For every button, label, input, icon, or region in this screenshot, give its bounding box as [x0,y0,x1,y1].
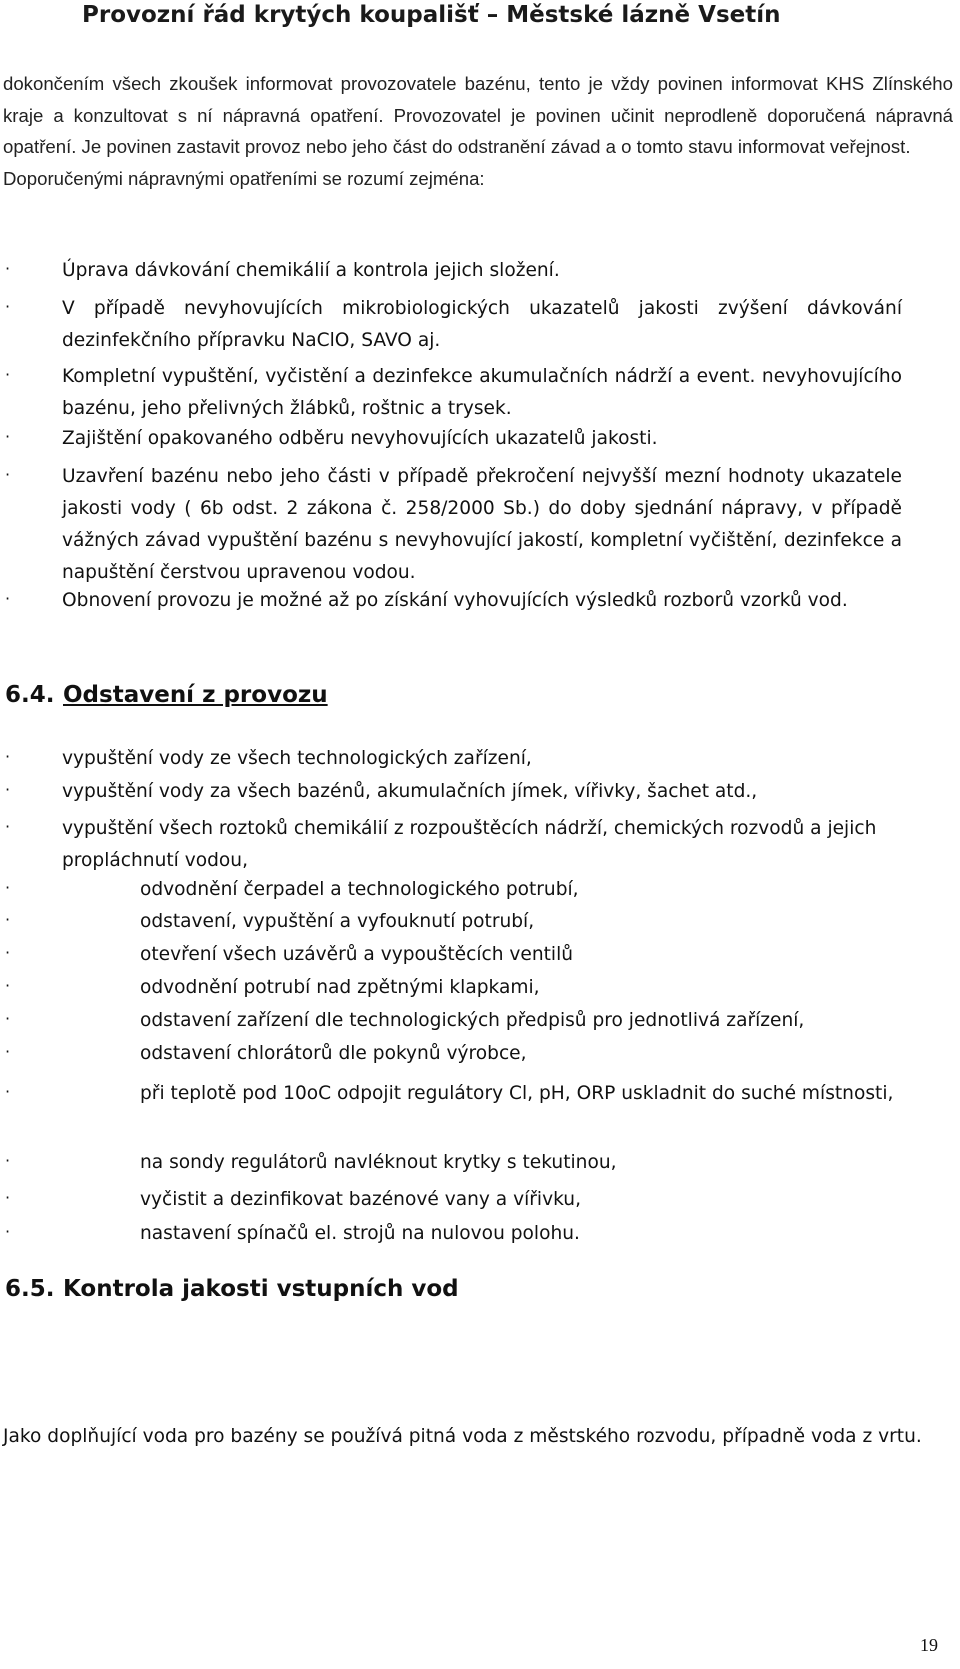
section-heading-6-4 [5,682,328,708]
bullet-dot: · [5,943,11,962]
bullet-dot: · [5,780,11,799]
bullet-dot: · [5,259,11,278]
sub-list-item-text: odstavení zařízení dle technologických předpisů pro jednotlivá zařízení, [140,1010,805,1031]
list-item-text: vypuštění vody za všech bazénů, akumulačních jímek, vířivky, šachet atd., [62,781,758,802]
sub-list-item-text: při teplotě pod 10oC odpojit regulátory Cl, pH, ORP uskladnit do suché místnosti, [140,1083,894,1104]
page-number: 19 [920,1635,938,1655]
sub-list-item-text: na sondy regulátorů navléknout krytky s tekutinou, [140,1152,617,1173]
bullet-dot: · [5,1151,11,1170]
section-number: 6.5. [5,1276,55,1302]
list-item-text: V případě nevyhovujících mikrobiologických ukazatelů jakosti zvýšení dávkování dezinfekčního přípravku NaClO, SAVO aj. [62,298,902,351]
list-item-text: Úprava dávkování chemikálií a kontrola jejich složení. [62,260,560,281]
bullet-dot: · [5,297,11,316]
sub-list-item-text: odstavení, vypuštění a vyfouknutí potrubí, [140,911,535,932]
list-item-text: Zajištění opakovaného odběru nevyhovujících ukazatelů jakosti. [62,428,658,449]
bullet-dot: · [5,1009,11,1028]
bullet-dot: · [5,976,11,995]
section-number: 6.4. [5,682,55,708]
bullet-dot: · [5,427,11,446]
bullet-dot: · [5,910,11,929]
bullet-dot: · [5,1042,11,1061]
list-item-text: vypuštění všech roztoků chemikálií z rozpouštěcích nádrží, chemických rozvodů a jejich propláchnutí vodou, [62,818,877,871]
bullet-dot: · [5,1188,11,1207]
bullet-dot: · [5,589,11,608]
list-item-text: Uzavření bazénu nebo jeho části v případě překročení nejvyšší mezní hodnoty ukazatele jakosti vody ( 6b odst. 2 zákona č. 258/2000 Sb.) do doby sjednání nápravy, v případě vážných závad vypuštění bazénu s nevyhovující jakostí, kompletní vyčištění, dezinfekce a napuštění čerstvou upravenou vodou. [62,466,902,583]
bullet-dot: · [5,1082,11,1101]
intro-text: dokončením všech zkoušek informovat provozovatele bazénu, tento je vždy povinen informovat KHS Zlínského kraje a konzultovat s ní nápravná opatření. Provozovatel je povinen učinit neprodleně doporučená nápravná opatření. Je povinen zastavit provoz nebo jeho část do odstranění závad a o tomto stavu informovat veřejnost. [3,73,953,157]
list-item-text: vypuštění vody ze všech technologických zařízení, [62,748,532,769]
bullet-dot: · [5,878,11,897]
intro-paragraph [3,68,953,194]
section-paragraph: Jako doplňující voda pro bazény se používá pitná voda z městského rozvodu, případně voda z vrtu. [3,1426,922,1447]
bullet-dot: · [5,817,11,836]
section-title: Kontrola jakosti vstupních vod [63,1276,459,1302]
sub-list-item-text: otevření všech uzávěrů a vypouštěcích ventilů [140,944,574,965]
sub-list-item-text: odvodnění čerpadel a technologického potrubí, [140,879,579,900]
bullet-dot: · [5,747,11,766]
bullet-dot: · [5,465,11,484]
bullet-dot: · [5,1222,11,1241]
bullet-dot: · [5,365,11,384]
sub-list-item-text: odstavení chlorátorů dle pokynů výrobce, [140,1043,527,1064]
intro-lead: Doporučenými nápravnými opatřeními se rozumí zejména: [3,167,485,189]
sub-list-item-text: nastavení spínačů el. strojů na nulovou polohu. [140,1223,580,1244]
document-header: Provozní řád krytých koupališť – Městské lázně Vsetín [82,2,781,28]
sub-list-item-text: odvodnění potrubí nad zpětnými klapkami, [140,977,540,998]
list-item-text: Obnovení provozu je možné až po získání vyhovujících výsledků rozborů vzorků vod. [62,590,848,611]
section-heading-6-5 [5,1276,459,1302]
section-title: Odstavení z provozu [63,682,328,708]
list-item-text: Kompletní vypuštění, vyčistění a dezinfekce akumulačních nádrží a event. nevyhovujícího bazénu, jeho přelivných žlábků, roštnic a trysek. [62,366,902,419]
sub-list-item-text: vyčistit a dezinfikovat bazénové vany a vířivku, [140,1189,581,1210]
